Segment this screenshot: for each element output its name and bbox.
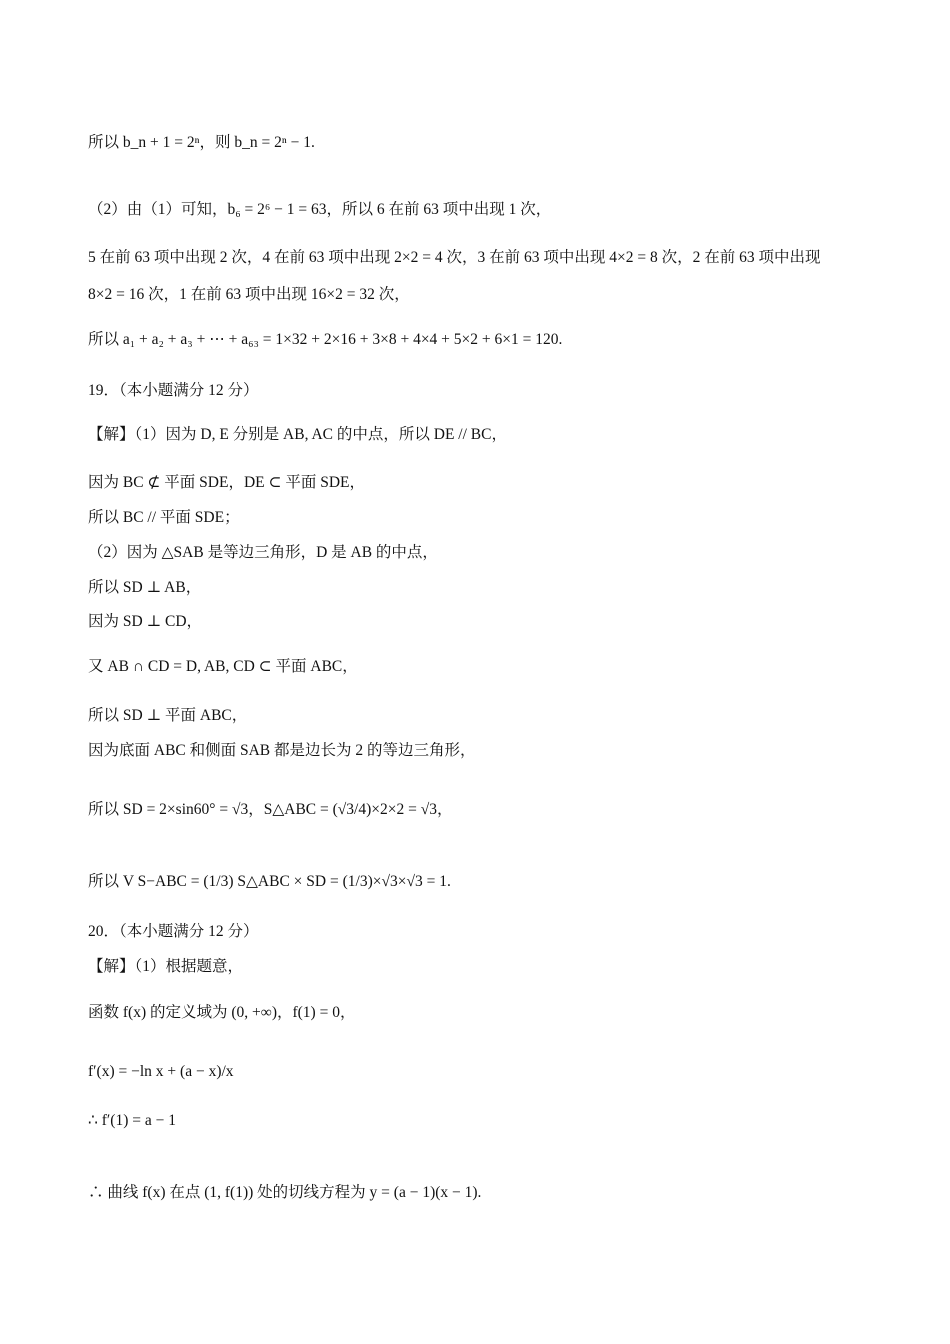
line-2 [88, 200, 551, 220]
line-17 [88, 872, 451, 892]
line-14-text: 所以 SD ⊥ 平面 ABC， [88, 707, 248, 724]
line-21 [88, 1062, 234, 1082]
line-13-text: 又 AB ∩ CD = D, AB, CD ⊂ 平面 ABC， [88, 658, 358, 675]
problem-20-heading-text: 20．（本小题满分 12 分） [88, 923, 259, 940]
line-7-text: 【解】（1）因为 D, E 分别是 AB, AC 的中点，所以 DE // BC， [88, 426, 507, 443]
line-23 [88, 1183, 481, 1203]
line-8-text: 因为 BC ⊄ 平面 SDE，DE ⊂ 平面 SDE， [88, 474, 366, 491]
line-20-text: 函数 f(x) 的定义域为 (0, +∞)，f(1) = 0， [88, 1004, 356, 1021]
line-9 [88, 508, 240, 528]
line-13 [88, 657, 358, 677]
line-16-text: 所以 SD = 2×sin60° = √3，S△ABC = (√3/4)×2×2 = √3， [88, 801, 453, 818]
problem-20-heading [88, 922, 259, 942]
line-3-text: 5 在前 63 项中出现 2 次，4 在前 63 项中出现 2×2 = 4 次，3 在前 63 项中出现 4×2 = 8 次，2 在前 63 项中出现 [88, 249, 821, 266]
line-15 [88, 741, 476, 761]
line-7 [88, 425, 507, 445]
line-15-text: 因为底面 ABC 和侧面 SAB 都是边长为 2 的等边三角形， [88, 742, 476, 759]
line-20 [88, 1003, 355, 1023]
line-9-text: 所以 BC // 平面 SDE； [88, 509, 240, 526]
line-4 [88, 285, 410, 305]
line-5 [88, 330, 562, 350]
line-12-text: 因为 SD ⊥ CD， [88, 613, 203, 630]
line-17-text: 所以 V S−ABC = (1/3) S△ABC × SD = (1/3)×√3×√3 = 1. [88, 873, 451, 890]
line-23-text: ∴ 曲线 f(x) 在点 (1, f(1)) 处的切线方程为 y = (a − 1)(x − 1). [88, 1184, 482, 1201]
line-12 [88, 612, 202, 632]
line-2-text: （2）由（1）可知，b₆ = 2⁶ − 1 = 63，所以 6 在前 63 项中出现 1 次， [88, 201, 552, 218]
line-8 [88, 473, 365, 493]
line-19-text: 【解】（1）根据题意， [88, 958, 244, 975]
line-1 [88, 133, 315, 153]
problem-19-heading [88, 381, 259, 401]
line-14 [88, 706, 247, 726]
line-3 [88, 248, 820, 268]
line-21-text: f′(x) = −ln x + (a − x)/x [88, 1063, 234, 1080]
line-19 [88, 957, 243, 977]
line-10 [88, 543, 438, 563]
line-10-text: （2）因为 △SAB 是等边三角形，D 是 AB 的中点， [88, 544, 438, 561]
line-1-text: 所以 b_n + 1 = 2ⁿ，则 b_n = 2ⁿ − 1. [88, 134, 315, 151]
line-4-text: 8×2 = 16 次，1 在前 63 项中出现 16×2 = 32 次， [88, 286, 410, 303]
line-11 [88, 578, 201, 598]
line-16 [88, 800, 452, 820]
problem-19-heading-text: 19．（本小题满分 12 分） [88, 382, 259, 399]
line-22-text: ∴ f′(1) = a − 1 [88, 1112, 176, 1129]
line-11-text: 所以 SD ⊥ AB， [88, 579, 202, 596]
line-5-text: 所以 a₁ + a₂ + a₃ + ⋯ + a₆₃ = 1×32 + 2×16 + 3×8 + 4×4 + 5×2 + 6×1 = 120. [88, 331, 563, 348]
line-22 [88, 1111, 176, 1131]
